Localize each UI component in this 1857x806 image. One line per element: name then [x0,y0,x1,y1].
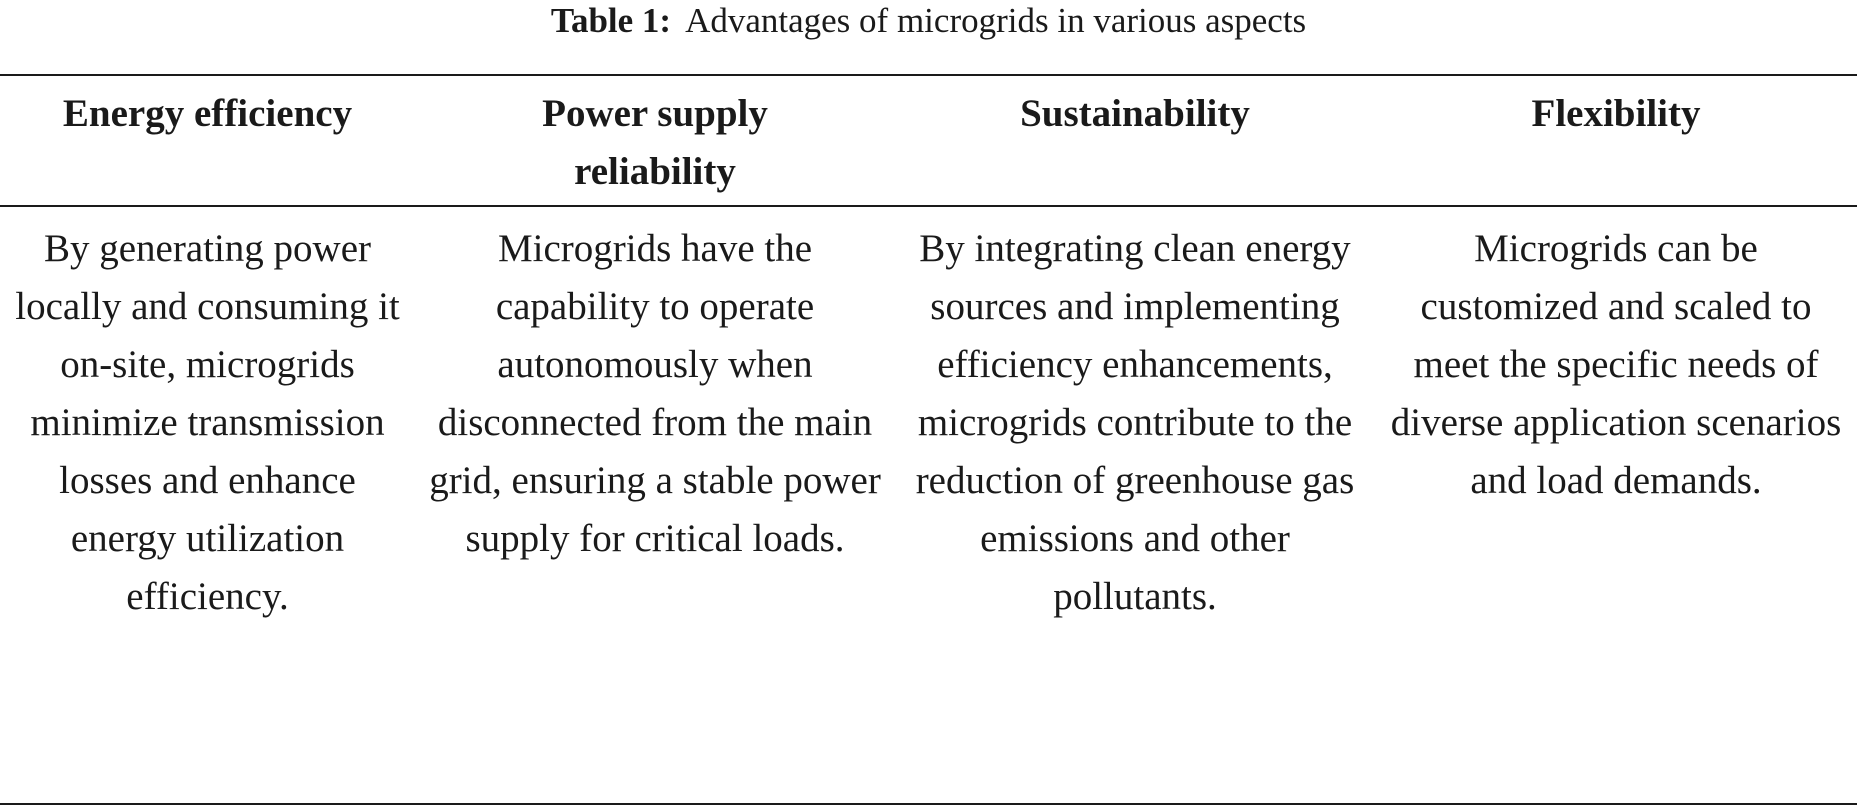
table-row [0,207,1857,626]
table-caption [0,0,1857,42]
table-header-row [0,76,1857,205]
caption-text: Advantages of microgrids in various aspects [685,1,1307,40]
header-flexibility: Flexibility [1531,92,1701,135]
cell-sustainability: By integrating clean energy sources and implementing efficiency enhancements, microgrids contribute to the reduction of greenhouse gas emissions and other pollutants. [915,227,1355,618]
cell-energy-efficiency: By generating power locally and consuming it on-site, microgrids minimize transmission losses and enhance energy utilization efficiency. [15,227,400,618]
header-sustainability: Sustainability [1020,92,1250,135]
advantages-table [0,76,1857,618]
header-power-supply-reliability: Power supply reliability [542,92,768,193]
header-energy-efficiency: Energy efficiency [62,92,353,135]
bottom-rule [0,803,1857,805]
caption-label: Table 1: [550,1,672,40]
cell-flexibility: Microgrids can be customized and scaled to meet the specific needs of diverse application scenarios and load demands. [1390,227,1842,502]
cell-power-supply-reliability: Microgrids have the capability to operate autonomously when disconnected from the main grid, ensuring a stable power supply for critical loads. [429,227,881,560]
